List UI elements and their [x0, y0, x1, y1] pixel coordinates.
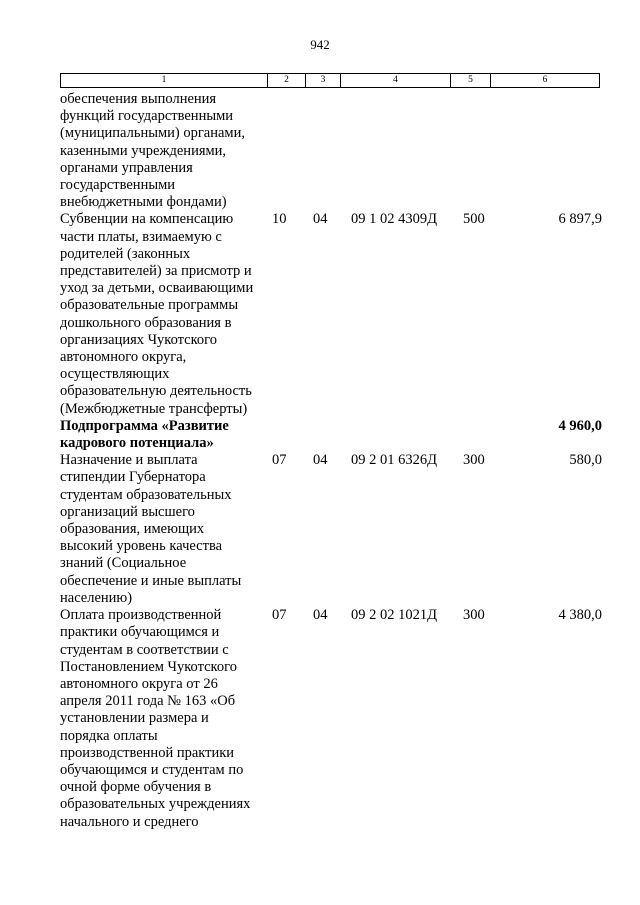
row-subsection: [310, 418, 348, 452]
row-target-code: 09 2 01 6326Д: [351, 452, 438, 469]
page-number: 942: [310, 37, 330, 52]
row-section: 07: [272, 607, 287, 624]
column-header-table: [60, 73, 600, 88]
row-expense-type: 500: [463, 211, 485, 228]
table-row: [60, 90, 605, 211]
row-description: обеспечения выполнения функций государственными (муниципальными) органами, казенными учреждениями, органами управления государственными внебюджетными фондами): [60, 91, 245, 211]
column-header-1: 1: [61, 74, 268, 88]
row-description: Оплата производственной практики обучающимся и студентам в соответствии с Постановлением Чукотского автономного округа от 26 апреля 2011 года № 163 «Об установлении размера и порядка оплаты производственной практики обучающимся и студентам по очной форме обучения в образовательных учреждениях начального и среднего: [60, 607, 251, 830]
subprogram-amount: 4 960,0: [558, 417, 602, 434]
row-amount: 6 897,9: [558, 211, 602, 228]
row-amount: 580,0: [569, 452, 602, 469]
column-header-5: 5: [451, 74, 491, 88]
row-section: [267, 418, 310, 452]
row-expense-type: 300: [463, 452, 485, 469]
row-expense-type: [461, 418, 503, 452]
budget-table: [60, 90, 605, 831]
row-description: Назначение и выплата стипендии Губернатора студентам образовательных организаций высшего образования, имеющих высокий уровень качества знаний (Социальное обеспечение и иные выплаты населению): [60, 452, 242, 606]
column-header-4: 4: [341, 74, 451, 88]
row-target-code: 09 1 02 4309Д: [351, 211, 438, 228]
table-row: [60, 452, 605, 607]
row-expense-type: 300: [463, 607, 485, 624]
table-row: [60, 607, 605, 831]
row-amount: [503, 90, 605, 211]
row-subsection: 04: [313, 607, 328, 624]
row-target-code: [348, 90, 461, 211]
column-header-row: [61, 74, 600, 88]
row-section: 10: [272, 211, 287, 228]
row-description: Субвенции на компенсацию части платы, взимаемую с родителей (законных представителей) за присмотр и уход за детьми, осваивающими образовательные программы дошкольного образования в организациях Чукотского автономного округа, осуществляющих образовательную деятельность (Межбюджетные трансферты): [60, 211, 254, 417]
row-target-code: [348, 418, 461, 452]
row-subsection: 04: [313, 452, 328, 469]
row-amount: 4 380,0: [558, 607, 602, 624]
row-target-code: 09 2 02 1021Д: [351, 607, 438, 624]
table-row: [60, 211, 605, 417]
row-section: 07: [272, 452, 287, 469]
row-subsection: [310, 90, 348, 211]
row-subsection: 04: [313, 211, 328, 228]
subprogram-title: Подпрограмма «Развитие кадрового потенциала»: [60, 417, 229, 452]
row-expense-type: [461, 90, 503, 211]
table-row-subprogram: [60, 418, 605, 452]
column-header-3: 3: [306, 74, 341, 88]
column-header-2: 2: [268, 74, 306, 88]
row-section: [267, 90, 310, 211]
column-header-6: 6: [491, 74, 600, 88]
